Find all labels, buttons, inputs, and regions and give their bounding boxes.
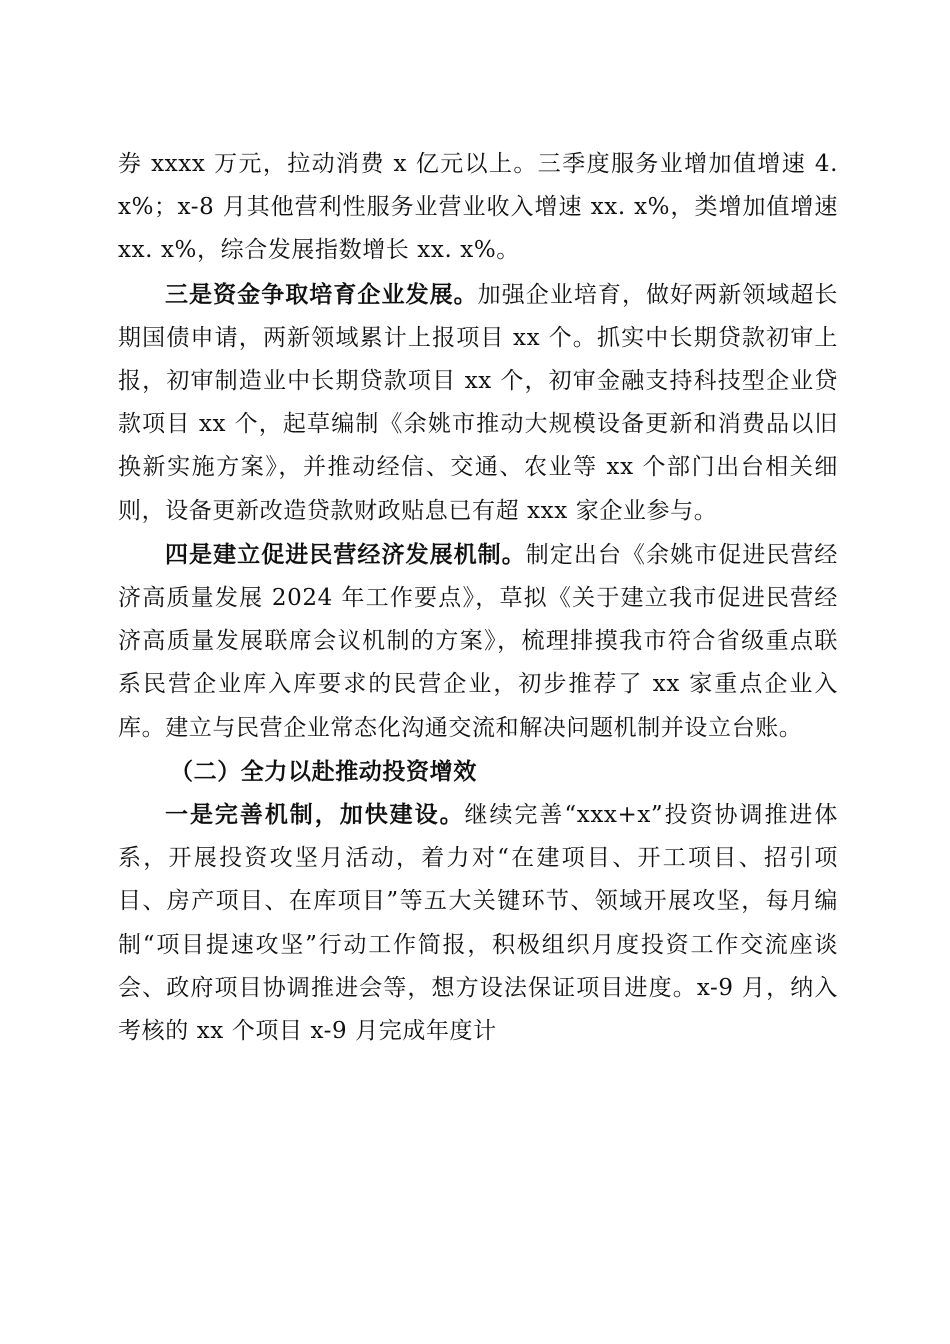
paragraph-lead: 一是完善机制，加快建设。 [165, 801, 465, 829]
paragraph-text: 制定出台《余姚市促进民营经济高质量发展 2024 年工作要点》，草拟《关于建立我市促进民营经济高质量发展联席会议机制的方案》，梳理排摸我市符合省级重点联系民营企业库入库要求的民营企业，初步推荐了 xx 家重点企业入库。建立与民营企业常态化沟通交流和解决问题机制并设立台账。 [118, 541, 838, 741]
paragraph-funding [118, 273, 838, 533]
paragraph-text: 继续完善“xxx+x”投资协调推进体系，开展投资攻坚月活动，着力对“在建项目、开工项目、招引项目、房产项目、在库项目”等五大关键环节、领域开展攻坚，每月编制“项目提速攻坚”行动工作简报，积极组织月度投资工作交流座谈会、政府项目协调推进会等，想方设法保证项目进度。x-9 月，纳入考核的 xx 个项目 x-9 月完成年度计 [118, 802, 838, 1045]
document-body [118, 143, 838, 1053]
paragraph-continued [118, 143, 838, 273]
paragraph-lead: 四是建立促进民营经济发展机制。 [165, 540, 526, 568]
paragraph-private-economy [118, 533, 838, 750]
paragraph-text: 加强企业培育，做好两新领域超长期国债申请，两新领域累计上报项目 xx 个。抓实中长期贷款初审上报，初审制造业中长期贷款项目 xx 个，初审金融支持科技型企业贷款项目 xx 个，起草编制《余姚市推动大规模设备更新和消费品以旧换新实施方案》，并推动经信、交通、农业等 xx 个部门出台相关细则，设备更新改造贷款财政贴息已有超 xxx 家企业参与。 [118, 281, 838, 524]
paragraph-lead: 三是资金争取培育企业发展。 [165, 280, 478, 308]
section-heading: （二）全力以赴推动投资增效 [170, 757, 477, 785]
paragraph-investment [118, 793, 838, 1053]
paragraph-text: 券 xxxx 万元，拉动消费 x 亿元以上。三季度服务业增加值增速 4. x%；x-8 月其他营利性服务业营业收入增速 xx. x%，类增加值增速 xx. x%，综合发展指数增长 xx. x%。 [118, 151, 838, 264]
